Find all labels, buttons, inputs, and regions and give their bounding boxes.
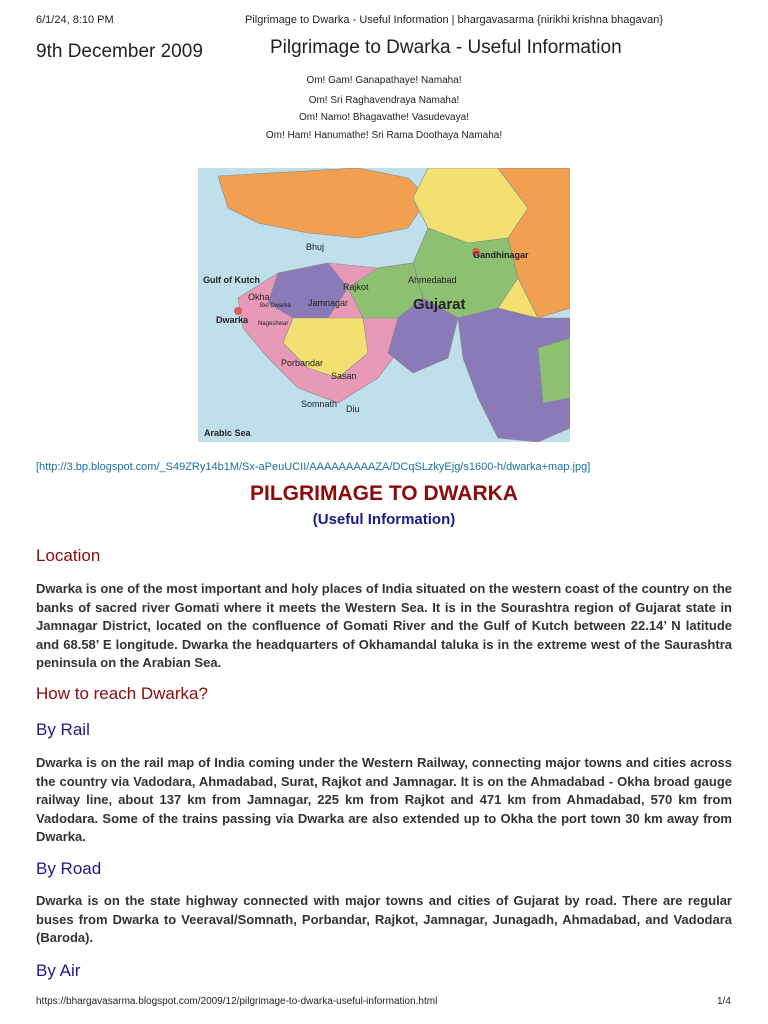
map-label-diu: Diu: [346, 404, 360, 414]
print-page-title: Pilgrimage to Dwarka - Useful Information | bhargavasarma {nirikhi krishna bhagavan}: [245, 14, 664, 26]
location-paragraph: Dwarka is one of the most important and holy places of India situated on the western coast of the country on the banks of sacred river Gomati where it meets the Western Sea. It is in the Sourashtra region of Gujarat state in Jamnagar District, located on the confluence of Gomati River and the Gulf of Kutch between 22.14’ N latitude and 68.58’ E longitude. Dwarka the headquarters of Okhamandal taluka is in the extreme west of the Saurashtra peninsula on the Arabian Sea.: [36, 581, 732, 671]
mantra-line: Om! Ham! Hanumathe! Sri Rama Doothaya Namaha!: [265, 130, 503, 141]
map-label-bei-dwarka: Bei Dwarka: [260, 303, 291, 309]
post-title[interactable]: Pilgrimage to Dwarka - Useful Information: [270, 37, 622, 58]
section-heading-air: By Air: [36, 961, 81, 980]
map-label-sasan: Sasan: [331, 371, 357, 381]
print-datetime: 6/1/24, 8:10 PM: [36, 14, 114, 26]
mantra-line: Om! Gam! Ganapathaye! Namaha!: [306, 75, 462, 86]
map-label-gandhinagar: Gandhinagar: [473, 250, 529, 260]
map-label-okha: Okha: [248, 292, 270, 302]
mantra-line: Om! Sri Raghavendraya Namaha!: [308, 95, 460, 106]
map-label-arabian-sea: Arabic Sea: [204, 428, 251, 438]
print-page-number: 1/4: [717, 996, 731, 1007]
map-label-jamnagar: Jamnagar: [308, 298, 349, 308]
map-label-bhuj: Bhuj: [306, 242, 325, 252]
print-footer-url: https://bhargavasarma.blogspot.com/2009/12/pilgrimage-to-dwarka-useful-information.html: [36, 996, 438, 1007]
gujarat-map-image[interactable]: [198, 168, 570, 442]
map-label-nageshwar: Nageshwar: [258, 321, 289, 327]
map-label-rajkot: Rajkot: [343, 282, 369, 292]
map-label-dwarka: Dwarka: [216, 315, 249, 325]
map-label-porbandar: Porbandar: [281, 358, 324, 368]
dangs-region: [538, 338, 570, 403]
post-date: 9th December 2009: [36, 41, 203, 62]
dwarka-marker: [234, 307, 242, 315]
map-label-somnath: Somnath: [301, 399, 338, 409]
image-url-link[interactable]: [http://3.bp.blogspot.com/_S49ZRy14b1M/Sx-aPeuUCII/AAAAAAAAAZA/DCqSLzkyEjg/s1600-h/dwarka+map.jpg]: [36, 461, 591, 473]
road-paragraph: Dwarka is on the state highway connected with major towns and cities of Gujarat by road. There are regular buses from Dwarka to Veeraval/Somnath, Porbandar, Rajkot, Jamnagar, Junagadh, Ahmadabad, and Vadodara (Baroda).: [36, 893, 732, 946]
rail-paragraph: Dwarka is on the rail map of India coming under the Western Railway, connecting major towns and cities across the country via Vadodara, Ahmadabad, Surat, Rajkot and Jamnagar. It is on the Ahmadabad - Okha broad gauge railway line, about 137 km from Jamnagar, 225 km from Rajkot and 471 km from Ahmadabad, 570 km from Vadodara. Some of the trains passing via Dwarka are also extended up to Okha the port town 30 km away from Dwarka.: [36, 755, 732, 845]
section-heading-road: By Road: [36, 859, 102, 878]
section-heading-rail: By Rail: [36, 720, 90, 739]
map-label-gulf: Gulf of Kutch: [203, 275, 260, 285]
mantra-line: Om! Namo! Bhagavathe! Vasudevaya!: [299, 112, 469, 123]
map-label-gujarat: Gujarat: [413, 296, 466, 313]
article-heading: PILGRIMAGE TO DWARKA: [250, 482, 518, 505]
map-label-ahmedabad: Ahmedabad: [408, 275, 457, 285]
section-heading-reach: How to reach Dwarka?: [36, 684, 208, 703]
article-subheading: (Useful Information): [312, 511, 456, 528]
section-heading-location: Location: [36, 546, 101, 565]
